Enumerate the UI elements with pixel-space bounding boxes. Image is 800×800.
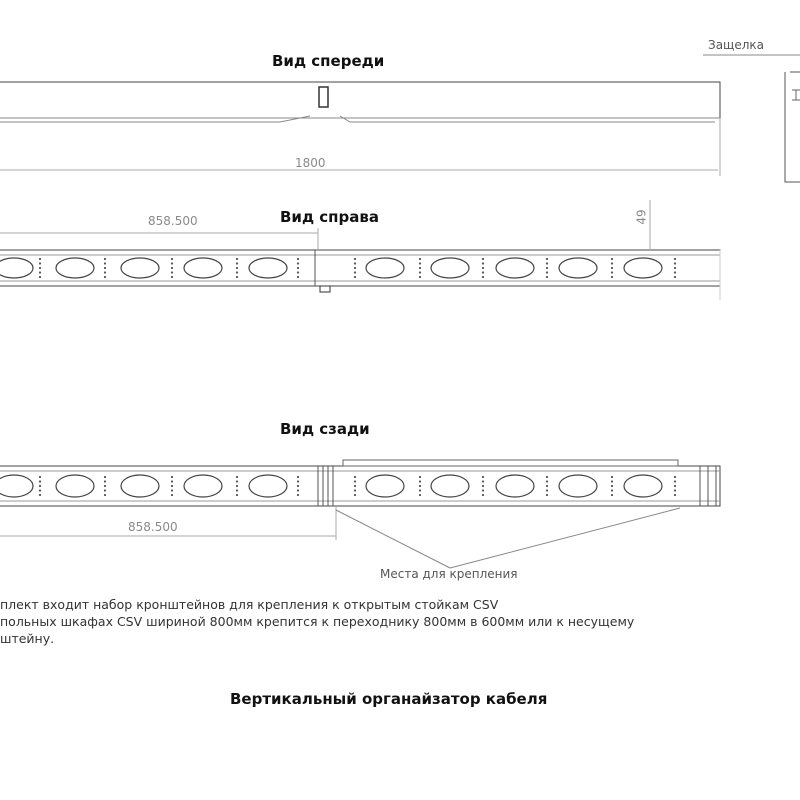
- clip-dot: [39, 276, 41, 278]
- back-view-drawing: [0, 460, 720, 568]
- clip-dot: [482, 258, 484, 260]
- clip-dot: [674, 485, 676, 487]
- clip-dot: [419, 267, 421, 269]
- back-view-dimension: 858.500: [128, 520, 178, 534]
- clip-dot: [236, 485, 238, 487]
- clip-dot: [419, 258, 421, 260]
- clip-dot: [171, 494, 173, 496]
- clip-dot: [354, 262, 356, 264]
- clip-dot: [297, 489, 299, 491]
- clip-dot: [39, 476, 41, 478]
- clip-dot: [354, 276, 356, 278]
- clip-dot: [39, 271, 41, 273]
- clip-dot: [674, 494, 676, 496]
- clip-dot: [354, 480, 356, 482]
- front-view-title: Вид спереди: [272, 52, 385, 70]
- clip-dot: [419, 485, 421, 487]
- clip-dot: [482, 489, 484, 491]
- clip-dot: [482, 271, 484, 273]
- clip-dot: [674, 476, 676, 478]
- clip-dot: [546, 480, 548, 482]
- cable-opening: [121, 475, 159, 497]
- clip-dot: [104, 494, 106, 496]
- clip-dot: [236, 262, 238, 264]
- clip-dot: [39, 485, 41, 487]
- front-view-drawing: [0, 82, 720, 176]
- clip-dot: [236, 494, 238, 496]
- clip-dot: [104, 485, 106, 487]
- note-line-1: плект входит набор кронштейнов для крепления к открытым стойкам CSV: [0, 597, 499, 612]
- clip-dot: [674, 262, 676, 264]
- cable-opening: [56, 475, 94, 497]
- clip-dot: [297, 494, 299, 496]
- clip-dot: [236, 489, 238, 491]
- cable-opening: [56, 258, 94, 278]
- clip-dot: [297, 258, 299, 260]
- clip-dot: [354, 494, 356, 496]
- clip-dot: [482, 480, 484, 482]
- clip-dot: [236, 480, 238, 482]
- clip-dot: [419, 489, 421, 491]
- clip-dot: [39, 480, 41, 482]
- cable-opening: [249, 258, 287, 278]
- clip-dot: [354, 258, 356, 260]
- clip-dot: [482, 485, 484, 487]
- clip-dot: [611, 485, 613, 487]
- clip-dot: [104, 480, 106, 482]
- cable-opening: [0, 258, 33, 278]
- clip-dot: [482, 267, 484, 269]
- cable-opening: [366, 475, 404, 497]
- clip-dot: [297, 271, 299, 273]
- cable-opening: [559, 258, 597, 278]
- clip-dot: [482, 476, 484, 478]
- clip-dot: [104, 262, 106, 264]
- clip-dot: [611, 494, 613, 496]
- cable-opening: [496, 475, 534, 497]
- clip-dot: [611, 267, 613, 269]
- clip-dot: [546, 489, 548, 491]
- clip-dot: [419, 276, 421, 278]
- clip-dot: [354, 485, 356, 487]
- cable-opening: [184, 475, 222, 497]
- clip-dot: [611, 262, 613, 264]
- cable-opening: [249, 475, 287, 497]
- clip-dot: [546, 476, 548, 478]
- mounting-points-label: Места для крепления: [380, 567, 518, 581]
- clip-dot: [611, 476, 613, 478]
- cable-opening: [624, 258, 662, 278]
- clip-dot: [674, 267, 676, 269]
- clip-dot: [674, 276, 676, 278]
- clip-dot: [546, 271, 548, 273]
- cable-opening: [121, 258, 159, 278]
- clip-dot: [171, 276, 173, 278]
- cable-opening: [184, 258, 222, 278]
- clip-dot: [104, 489, 106, 491]
- cable-opening: [0, 475, 33, 497]
- latch-slot: [319, 87, 328, 107]
- clip-dot: [104, 476, 106, 478]
- clip-dot: [546, 494, 548, 496]
- clip-dot: [236, 476, 238, 478]
- clip-dot: [546, 485, 548, 487]
- cable-opening: [496, 258, 534, 278]
- clip-dot: [297, 485, 299, 487]
- clip-dot: [674, 258, 676, 260]
- clip-dot: [104, 267, 106, 269]
- clip-dot: [611, 258, 613, 260]
- clip-dot: [236, 276, 238, 278]
- clip-dot: [674, 480, 676, 482]
- clip-dot: [354, 476, 356, 478]
- cable-opening: [366, 258, 404, 278]
- clip-dot: [611, 276, 613, 278]
- clip-dot: [611, 489, 613, 491]
- clip-dot: [482, 494, 484, 496]
- clip-dot: [171, 485, 173, 487]
- clip-dot: [297, 276, 299, 278]
- clip-dot: [611, 271, 613, 273]
- clip-dot: [39, 262, 41, 264]
- clip-dot: [171, 480, 173, 482]
- drawing-title: Вертикальный органайзатор кабеля: [230, 690, 548, 708]
- clip-dot: [39, 489, 41, 491]
- clip-dot: [674, 271, 676, 273]
- clip-dot: [354, 267, 356, 269]
- right-view-side-dimension: 49: [634, 209, 649, 225]
- clip-dot: [297, 267, 299, 269]
- clip-dot: [611, 480, 613, 482]
- front-view-dimension: 1800: [295, 156, 326, 170]
- clip-dot: [419, 262, 421, 264]
- clip-dot: [354, 489, 356, 491]
- latch-label: Защелка: [708, 38, 765, 52]
- clip-dot: [236, 271, 238, 273]
- clip-dot: [419, 476, 421, 478]
- cable-opening: [431, 258, 469, 278]
- clip-dot: [104, 276, 106, 278]
- cable-opening: [559, 475, 597, 497]
- clip-dot: [171, 267, 173, 269]
- clip-dot: [297, 480, 299, 482]
- clip-dot: [419, 494, 421, 496]
- clip-dot: [546, 276, 548, 278]
- clip-dot: [297, 262, 299, 264]
- clip-dot: [674, 489, 676, 491]
- clip-dot: [171, 258, 173, 260]
- note-line-3: штейну.: [0, 631, 55, 646]
- clip-dot: [236, 258, 238, 260]
- right-view-title: Вид справа: [280, 208, 380, 226]
- right-view-dimension: 858.500: [148, 214, 198, 228]
- back-view-title: Вид сзади: [280, 420, 370, 438]
- clip-dot: [39, 258, 41, 260]
- clip-dot: [104, 258, 106, 260]
- clip-dot: [482, 276, 484, 278]
- note-line-2: польных шкафах CSV шириной 800мм крепится к переходнику 800мм в 600мм или к несущему: [0, 614, 635, 629]
- clip-dot: [419, 271, 421, 273]
- clip-dot: [104, 271, 106, 273]
- clip-dot: [354, 271, 356, 273]
- clip-dot: [236, 267, 238, 269]
- clip-dot: [39, 267, 41, 269]
- clip-dot: [171, 476, 173, 478]
- clip-dot: [171, 489, 173, 491]
- clip-dot: [171, 271, 173, 273]
- clip-dot: [546, 258, 548, 260]
- clip-dot: [171, 262, 173, 264]
- cable-opening: [624, 475, 662, 497]
- cable-opening: [431, 475, 469, 497]
- clip-dot: [482, 262, 484, 264]
- clip-dot: [546, 262, 548, 264]
- clip-dot: [546, 267, 548, 269]
- clip-dot: [297, 476, 299, 478]
- clip-dot: [419, 480, 421, 482]
- clip-dot: [39, 494, 41, 496]
